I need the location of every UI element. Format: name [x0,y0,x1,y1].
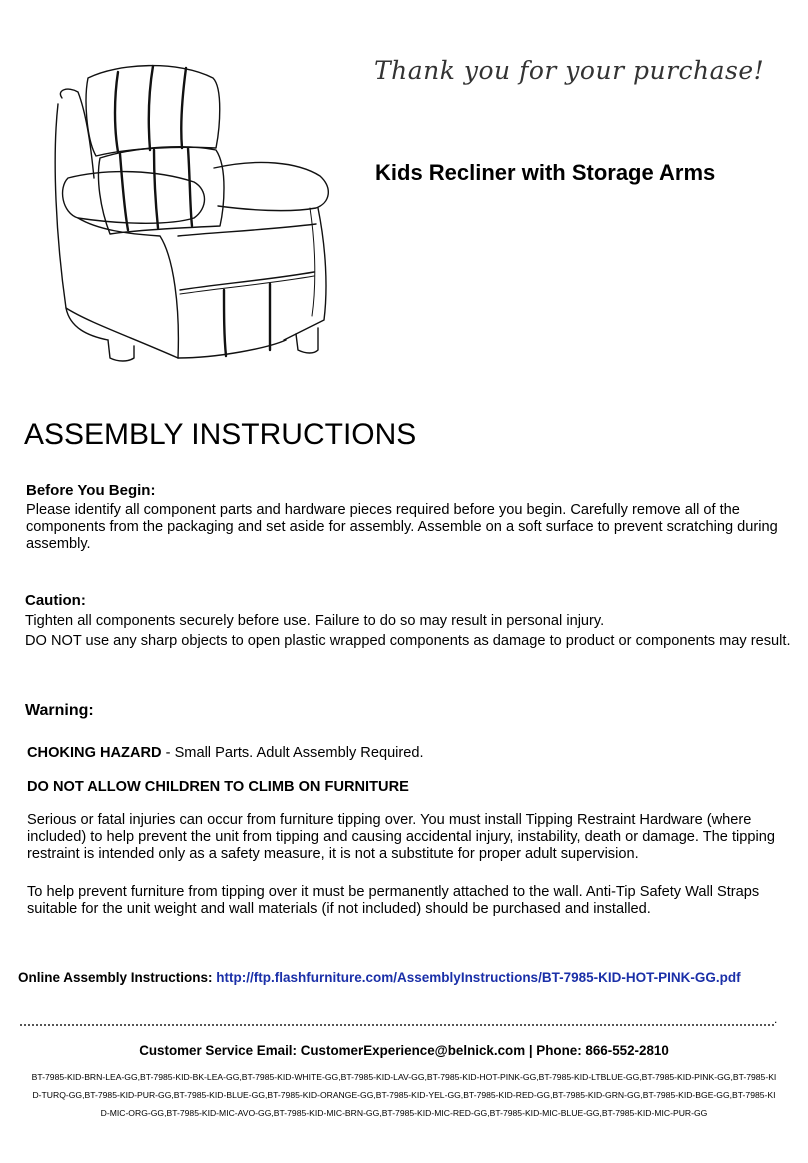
anchor-instructions-text: To help prevent furniture from tipping over it must be permanently attached to the wall. Anti-Tip Safety Wall Straps suitable for the unit weight and wall materials (if not included) should be purchased and installed. [27,884,760,917]
before-you-begin-title: Before You Begin: [26,482,156,499]
thank-you-message: Thank you for your purchase! [374,56,765,85]
warning-title: Warning: [25,702,94,719]
climb-warning: DO NOT ALLOW CHILDREN TO CLIMB ON FURNITURE [27,779,409,795]
divider-end-dot: . [774,1012,778,1026]
choking-hazard-line [27,745,802,762]
choking-hazard-label: CHOKING HAZARD [27,745,162,761]
online-label: Online Assembly Instructions: [18,970,217,985]
assembly-pdf-link[interactable]: http://ftp.flashfurniture.com/AssemblyInstructions/BT-7985-KID-HOT-PINK-GG.pdf [216,970,741,985]
online-assembly-instructions [18,970,803,985]
before-you-begin-text: Please identify all component parts and hardware pieces required before you begin. Carefully remove all of the components from the packaging and set aside for assembly. Assemble on a soft surface to prevent scratching during assembly. [26,502,778,552]
tipping-warning-text: Serious or fatal injuries can occur from furniture tipping over. You must install Tipping Restraint Hardware (where included) to help prevent the unit from tipping and causing accidental injury, instability, death or damage. The tipping restraint is intended only as a safety measure, it is not a substitute for proper adult supervision. [27,812,775,862]
product-title: Kids Recliner with Storage Arms [375,160,716,185]
customer-service-contact: Customer Service Email: CustomerExperience@belnick.com | Phone: 866-552-2810 [139,1043,669,1058]
caution-line-1: Tighten all components securely before use. Failure to do so may result in personal injury. [25,613,605,629]
caution-title: Caution: [25,592,86,609]
choking-hazard-text: - Small Parts. Adult Assembly Required. [161,745,424,761]
page-title: ASSEMBLY INSTRUCTIONS [24,418,417,451]
recliner-illustration [48,58,348,388]
model-sku-list: BT-7985-KID-BRN-LEA-GG,BT-7985-KID-BK-LEA-GG,BT-7985-KID-WHITE-GG,BT-7985-KID-LAV-GG,BT-7985-KID-HOT-PINK-GG,BT-7985-KID-LTBLUE-GG,BT-7985-KID-PINK-GG,BT-7985-KID-TURQ-GG,BT-7985-KID-PUR-GG,BT-7985-KID-BLUE-GG,BT-7985-KID-ORANGE-GG,BT-7985-KID-YEL-GG,BT-7985-KID-RED-GG,BT-7985-KID-GRN-GG,BT-7985-KID-BGE-GG,BT-7985-KID-MIC-ORG-GG,BT-7985-KID-MIC-AVO-GG,BT-7985-KID-MIC-BRN-GG,BT-7985-KID-MIC-RED-GG,BT-7985-KID-MIC-BLUE-GG,BT-7985-KID-MIC-PUR-GG [31,1072,777,1118]
caution-line-2: DO NOT use any sharp objects to open plastic wrapped components as damage to product or components may result. [25,633,791,649]
dotted-divider [20,1024,774,1026]
